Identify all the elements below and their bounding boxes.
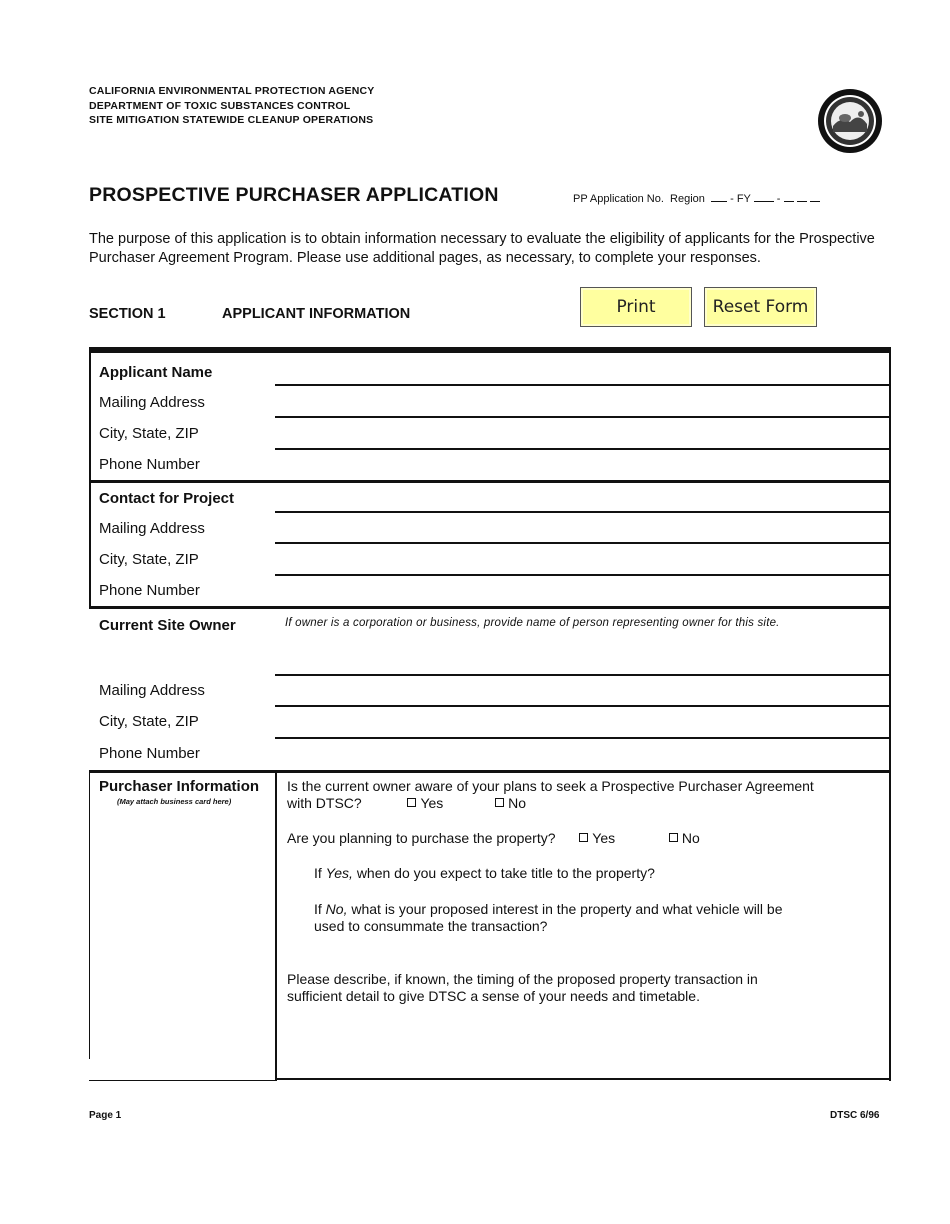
agency-line-1: CALIFORNIA ENVIRONMENTAL PROTECTION AGENCY (89, 85, 375, 97)
applicant-mailing-field[interactable] (275, 416, 889, 418)
form-right-border (889, 347, 891, 781)
pp-application-number: PP Application No. Region - FY - (573, 193, 820, 205)
form-left-border (89, 347, 91, 608)
owner-name-field[interactable] (275, 674, 889, 676)
page-number: Page 1 (89, 1110, 122, 1121)
applicant-name-label: Applicant Name (99, 364, 213, 381)
state-seal-icon (817, 88, 883, 154)
purchase-yes-label: Yes (592, 830, 616, 846)
business-card-note: (May attach business card here) (117, 797, 232, 806)
owner-name-label: Current Site Owner (99, 617, 236, 634)
question-purchase-property-text: Are you planning to purchase the property? (287, 830, 556, 846)
fy-field[interactable] (754, 193, 774, 202)
region-label: Region (670, 193, 705, 205)
question-timing-line-2: sufficient detail to give DTSC a sense of your needs and timetable. (287, 988, 700, 1004)
contact-mailing-field[interactable] (275, 542, 889, 544)
agency-line-3: SITE MITIGATION STATEWIDE CLEANUP OPERATIONS (89, 114, 374, 126)
owner-city-label: City, State, ZIP (99, 713, 199, 730)
owner-divider (89, 770, 891, 773)
question-owner-aware (287, 778, 814, 812)
pp-application-label: PP Application No. (573, 193, 664, 205)
print-button[interactable]: Print (580, 287, 692, 327)
owner-mailing-field[interactable] (275, 705, 889, 707)
question-proposed-interest-if: If (314, 901, 322, 917)
form-bottom-left (89, 1080, 276, 1081)
region-field[interactable] (711, 193, 727, 202)
intro-paragraph: The purpose of this application is to obtain information necessary to evaluate the eligibility of applicants for the Prospective Purchaser Agreement Program. Please use additional pages, as necessary, to complete your responses. (89, 231, 875, 266)
contact-mailing-label: Mailing Address (99, 520, 205, 537)
contact-divider (89, 606, 891, 609)
question-take-title (314, 865, 655, 882)
form-code: DTSC 6/96 (830, 1110, 880, 1121)
applicant-divider (89, 480, 891, 483)
applicant-city-field[interactable] (275, 448, 889, 450)
section-title: APPLICANT INFORMATION (222, 306, 411, 322)
contact-city-label: City, State, ZIP (99, 551, 199, 568)
form-top-border (89, 347, 891, 353)
purchaser-info-label: Purchaser Information (99, 778, 260, 795)
purchaser-bottom-border (275, 1078, 891, 1080)
app-number-field-3[interactable] (810, 193, 820, 202)
agency-header (89, 84, 375, 128)
question-timing (287, 971, 758, 1005)
contact-city-field[interactable] (275, 574, 889, 576)
contact-phone-label: Phone Number (99, 582, 200, 599)
owner-phone-label: Phone Number (99, 745, 200, 762)
app-number-field-2[interactable] (797, 193, 807, 202)
owner-note: If owner is a corporation or business, provide name of person representing owner for this site. (285, 617, 780, 629)
page-title: PROSPECTIVE PURCHASER APPLICATION (89, 184, 499, 206)
question-proposed-interest-text: what is your proposed interest in the property and what vehicle will be (351, 901, 783, 917)
reset-form-button[interactable]: Reset Form (704, 287, 817, 327)
question-take-title-yes: Yes, (325, 865, 353, 881)
owner-aware-no-label: No (508, 795, 526, 811)
applicant-name-field[interactable] (275, 384, 889, 386)
purchase-no-checkbox[interactable] (669, 833, 678, 842)
purchaser-divider (275, 773, 277, 1081)
app-number-field-1[interactable] (784, 193, 794, 202)
question-proposed-interest (314, 901, 782, 935)
agency-line-2: DEPARTMENT OF TOXIC SUBSTANCES CONTROL (89, 99, 351, 112)
purchase-yes-checkbox[interactable] (579, 833, 588, 842)
form-right-border-lower (889, 773, 891, 1081)
section-heading (89, 306, 411, 322)
form-left-border-lower (89, 770, 90, 1059)
question-owner-aware-line-2: with DTSC? (287, 795, 362, 811)
question-purchase-property (287, 830, 700, 847)
applicant-phone-label: Phone Number (99, 456, 200, 473)
owner-aware-no-checkbox[interactable] (495, 798, 504, 807)
owner-aware-yes-checkbox[interactable] (407, 798, 416, 807)
owner-mailing-label: Mailing Address (99, 682, 205, 699)
applicant-city-label: City, State, ZIP (99, 425, 199, 442)
question-proposed-interest-line-2: used to consummate the transaction? (314, 918, 548, 934)
owner-city-field[interactable] (275, 737, 889, 739)
contact-name-label: Contact for Project (99, 490, 235, 507)
question-timing-line-1: Please describe, if known, the timing of the proposed property transaction in (287, 971, 758, 987)
question-proposed-interest-no: No, (325, 901, 348, 917)
fy-label: FY (736, 193, 751, 205)
section-number: SECTION 1 (89, 306, 166, 322)
question-owner-aware-line-1: Is the current owner aware of your plans to seek a Prospective Purchaser Agreement (287, 778, 814, 794)
purchase-no-label: No (681, 830, 700, 846)
applicant-mailing-label: Mailing Address (99, 394, 205, 411)
contact-name-field[interactable] (275, 511, 889, 513)
question-take-title-if: If (314, 865, 322, 881)
question-take-title-text: when do you expect to take title to the property? (356, 865, 655, 881)
owner-aware-yes-label: Yes (420, 795, 444, 811)
